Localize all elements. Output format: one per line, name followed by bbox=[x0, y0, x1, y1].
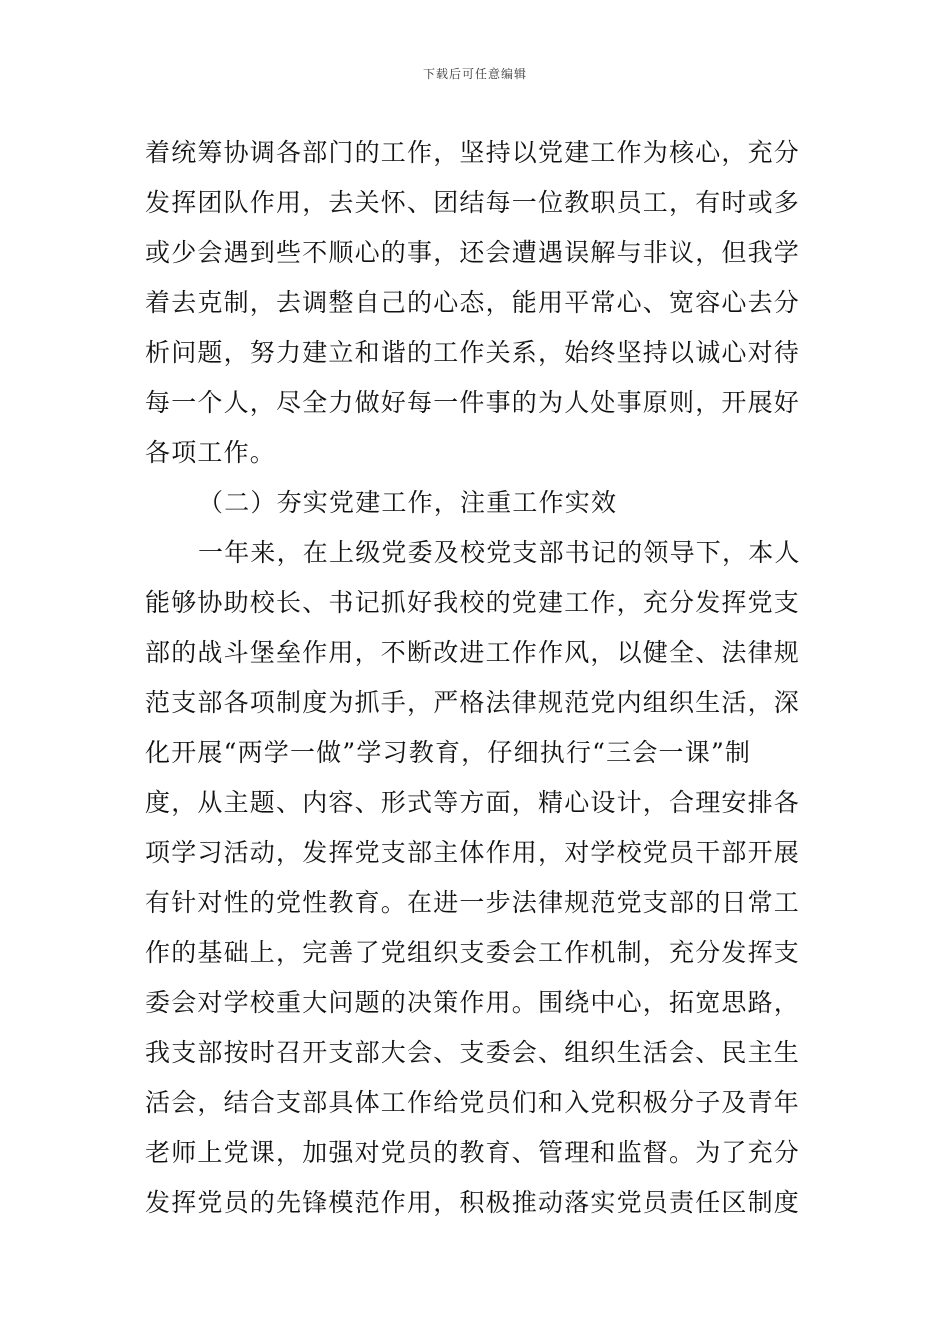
text-line: 范支部各项制度为抓手，严格法律规范党内组织生活，深 bbox=[145, 688, 801, 717]
text-line: 发挥团队作用，去关怀、团结每一位教职员工，有时或多 bbox=[145, 188, 801, 217]
text-line: 作的基础上，完善了党组织支委会工作机制，充分发挥支 bbox=[145, 938, 801, 967]
text-line: 着统筹协调各部门的工作，坚持以党建工作为核心，充分 bbox=[145, 138, 801, 167]
text-line: 我支部按时召开支部大会、支委会、组织生活会、民主生 bbox=[145, 1038, 801, 1067]
text-line: 活会，结合支部具体工作给党员们和入党积极分子及青年 bbox=[145, 1088, 801, 1117]
text-line: 化开展“两学一做”学习教育，仔细执行“三会一课”制 bbox=[145, 738, 752, 767]
text-line: 部的战斗堡垒作用，不断改进工作作风，以健全、法律规 bbox=[145, 638, 801, 667]
text-line: 老师上党课，加强对党员的教育、管理和监督。为了充分 bbox=[145, 1138, 801, 1167]
text-line: 度，从主题、内容、形式等方面，精心设计，合理安排各 bbox=[145, 788, 801, 817]
text-line: 每一个人，尽全力做好每一件事的为人处事原则，开展好 bbox=[145, 388, 801, 417]
text-line: 有针对性的党性教育。在进一步法律规范党支部的日常工 bbox=[145, 888, 801, 917]
text-line: 各项工作。 bbox=[145, 438, 277, 467]
paragraph-first-line: 一年来，在上级党委及校党支部书记的领导下，本人 bbox=[198, 538, 801, 567]
section-heading: （二）夯实党建工作，注重工作实效 bbox=[198, 488, 618, 517]
text-line: 着去克制，去调整自己的心态，能用平常心、宽容心去分 bbox=[145, 288, 801, 317]
text-line: 发挥党员的先锋模范作用，积极推动落实党员责任区制度 bbox=[145, 1188, 801, 1217]
text-line: 或少会遇到些不顺心的事，还会遭遇误解与非议，但我学 bbox=[145, 238, 801, 267]
text-line: 能够协助校长、书记抓好我校的党建工作，充分发挥党支 bbox=[145, 588, 801, 617]
page-header-note: 下载后可任意编辑 bbox=[422, 67, 527, 81]
text-line: 委会对学校重大问题的决策作用。围绕中心，拓宽思路， bbox=[145, 988, 801, 1017]
text-line: 析问题，努力建立和谐的工作关系，始终坚持以诚心对待 bbox=[145, 338, 801, 367]
text-line: 项学习活动，发挥党支部主体作用，对学校党员干部开展 bbox=[145, 838, 801, 867]
